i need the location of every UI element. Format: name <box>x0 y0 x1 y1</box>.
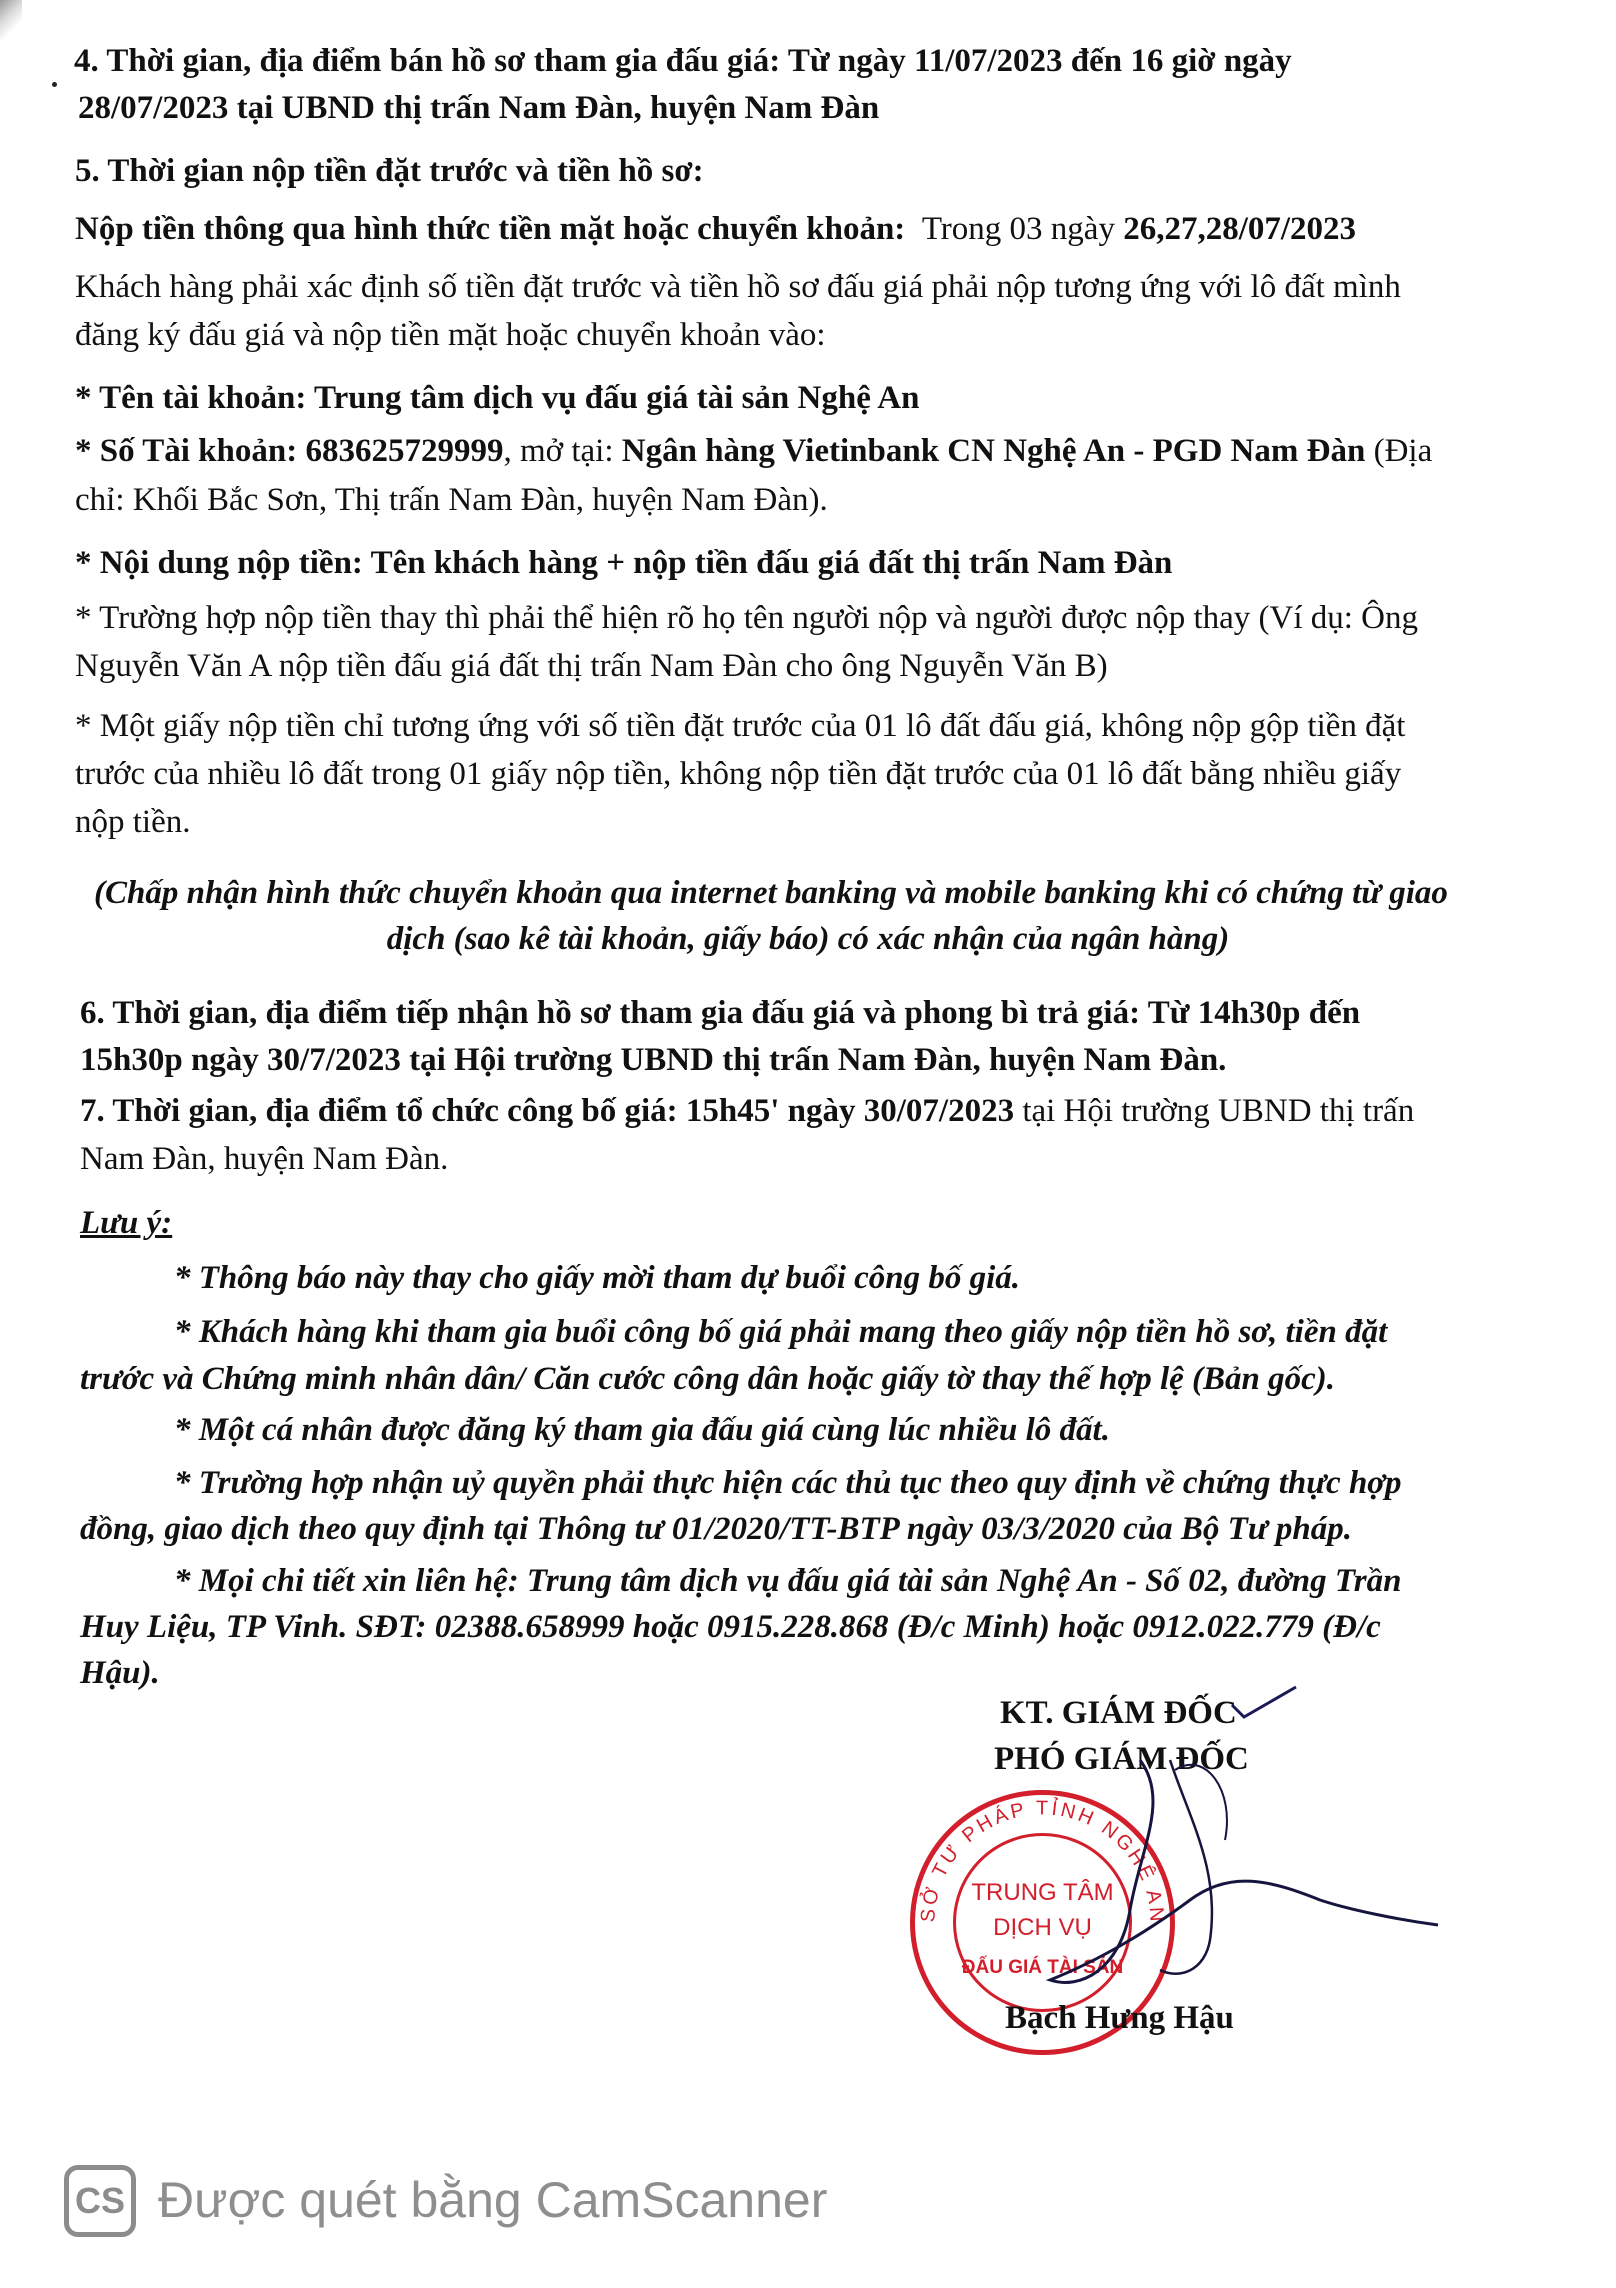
camscanner-logo-icon: CS <box>64 2165 136 2237</box>
section6-line2: 15h30p ngày 30/7/2023 tại Hội trường UBND thị trấn Nam Đàn, huyện Nam Đàn. <box>80 1042 1227 1078</box>
note-5-line1: * Mọi chi tiết xin liên hệ: Trung tâm dịch vụ đấu giá tài sản Nghệ An - Số 02, đường Trần <box>174 1563 1402 1599</box>
proxy-line2: Nguyễn Văn A nộp tiền đấu giá đất thị trấn Nam Đàn cho ông Nguyễn Văn B) <box>75 648 1108 684</box>
seal-ring-text: SỞ TƯ PHÁP TỈNH NGHỆ AN <box>917 1797 1168 1926</box>
section5-method <box>75 206 1356 252</box>
banking-note-line2: dịch (sao kê tài khoản, giấy báo) có xác nhận của ngân hàng) <box>386 921 1230 957</box>
scan-corner-shadow <box>0 0 22 40</box>
banking-note-line1: (Chấp nhận hình thức chuyển khoản qua internet banking và mobile banking khi có chứng từ giao <box>94 875 1448 911</box>
note-4-line2: đồng, giao dịch theo quy định tại Thông tư 01/2020/TT-BTP ngày 03/3/2020 của Bộ Tư pháp. <box>80 1511 1352 1547</box>
seal-line1: TRUNG TÂM <box>971 1879 1114 1906</box>
scan-speck <box>52 82 57 87</box>
signature-title2: PHÓ GIÁM ĐỐC <box>994 1741 1249 1777</box>
account-addr-start: (Địa <box>1373 433 1433 469</box>
method-bold: Nộp tiền thông qua hình thức tiền mặt hoặc chuyển khoản: <box>75 211 906 247</box>
account-bank: Ngân hàng Vietinbank CN Nghệ An - PGD Nam Đàn <box>621 433 1366 469</box>
note-5-line3: Hậu). <box>80 1655 160 1691</box>
one-slip-line2: trước của nhiều lô đất trong 01 giấy nộp tiền, không nộp tiền đặt trước của 01 lô đất bằng nhiều giấy <box>75 756 1402 792</box>
note-5-line2: Huy Liệu, TP Vinh. SĐT: 02388.658999 hoặc 0915.228.868 (Đ/c Minh) hoặc 0912.022.779 (Đ/c <box>80 1609 1381 1645</box>
customer-line1: Khách hàng phải xác định số tiền đặt trước và tiền hồ sơ đấu giá phải nộp tương ứng với lô đất mình <box>75 269 1401 305</box>
signer-name: Bạch Hưng Hậu <box>1005 2000 1234 2036</box>
section7-line2: Nam Đàn, huyện Nam Đàn. <box>80 1141 449 1177</box>
account-addr-line2: chỉ: Khối Bắc Sơn, Thị trấn Nam Đàn, huyện Nam Đàn). <box>75 482 828 518</box>
note-2-line2: trước và Chứng minh nhân dân/ Căn cước công dân hoặc giấy tờ thay thế hợp lệ (Bản gốc). <box>80 1361 1336 1397</box>
section7-line1 <box>80 1088 1414 1134</box>
seal-line3: ĐẤU GIÁ TÀI SẢN <box>961 1957 1124 1978</box>
section7-plain: tại Hội trường UBND thị trấn <box>1022 1093 1415 1129</box>
one-slip-line1: * Một giấy nộp tiền chỉ tương ứng với số tiền đặt trước của 01 lô đất đấu giá, không nộp gộp tiền đặt <box>75 708 1406 744</box>
section4-line1: 4. Thời gian, địa điểm bán hồ sơ tham gia đấu giá: Từ ngày 11/07/2023 đến 16 giờ ngày <box>74 43 1292 79</box>
signature-title1: KT. GIÁM ĐỐC <box>1000 1695 1237 1731</box>
handwritten-signature <box>1020 1730 1440 2030</box>
customer-line2: đăng ký đấu giá và nộp tiền mặt hoặc chuyển khoản vào: <box>75 317 826 353</box>
method-plain: Trong 03 ngày <box>921 211 1115 247</box>
section6-line1: 6. Thời gian, địa điểm tiếp nhận hồ sơ tham gia đấu giá và phong bì trả giá: Từ 14h30p đến <box>80 995 1361 1031</box>
check-mark-icon <box>1230 1683 1300 1723</box>
section4-line2: 28/07/2023 tại UBND thị trấn Nam Đàn, huyện Nam Đàn <box>78 90 880 126</box>
camscanner-footer: Được quét bằng CamScanner <box>158 2172 828 2228</box>
note-3: * Một cá nhân được đăng ký tham gia đấu giá cùng lúc nhiều lô đất. <box>174 1412 1110 1448</box>
account-name: * Tên tài khoản: Trung tâm dịch vụ đấu giá tài sản Nghệ An <box>75 380 920 416</box>
note-1: * Thông báo này thay cho giấy mời tham dự buổi công bố giá. <box>174 1260 1021 1296</box>
seal-line2: DỊCH VỤ <box>993 1914 1092 1941</box>
note-2-line1: * Khách hàng khi tham gia buổi công bố giá phải mang theo giấy nộp tiền hồ sơ, tiền đặt <box>174 1314 1388 1350</box>
note-4-line1: * Trường hợp nhận uỷ quyền phải thực hiện các thủ tục theo quy định về chứng thực hợp <box>174 1465 1402 1501</box>
account-open-at: , mở tại: <box>503 433 614 469</box>
account-number-line <box>75 428 1432 474</box>
proxy-line1: * Trường hợp nộp tiền thay thì phải thể hiện rõ họ tên người nộp và người được nộp thay (Ví dụ: Ông <box>75 600 1419 636</box>
account-number: * Số Tài khoản: 683625729999 <box>75 433 504 469</box>
method-dates: 26,27,28/07/2023 <box>1123 211 1357 247</box>
section5-heading: 5. Thời gian nộp tiền đặt trước và tiền hồ sơ: <box>75 153 704 189</box>
payment-content: * Nội dung nộp tiền: Tên khách hàng + nộp tiền đấu giá đất thị trấn Nam Đàn <box>75 545 1173 581</box>
section7-bold: 7. Thời gian, địa điểm tổ chức công bố giá: 15h45' ngày 30/07/2023 <box>80 1093 1015 1129</box>
one-slip-line3: nộp tiền. <box>75 804 191 840</box>
notes-title: Lưu ý: <box>80 1205 173 1241</box>
